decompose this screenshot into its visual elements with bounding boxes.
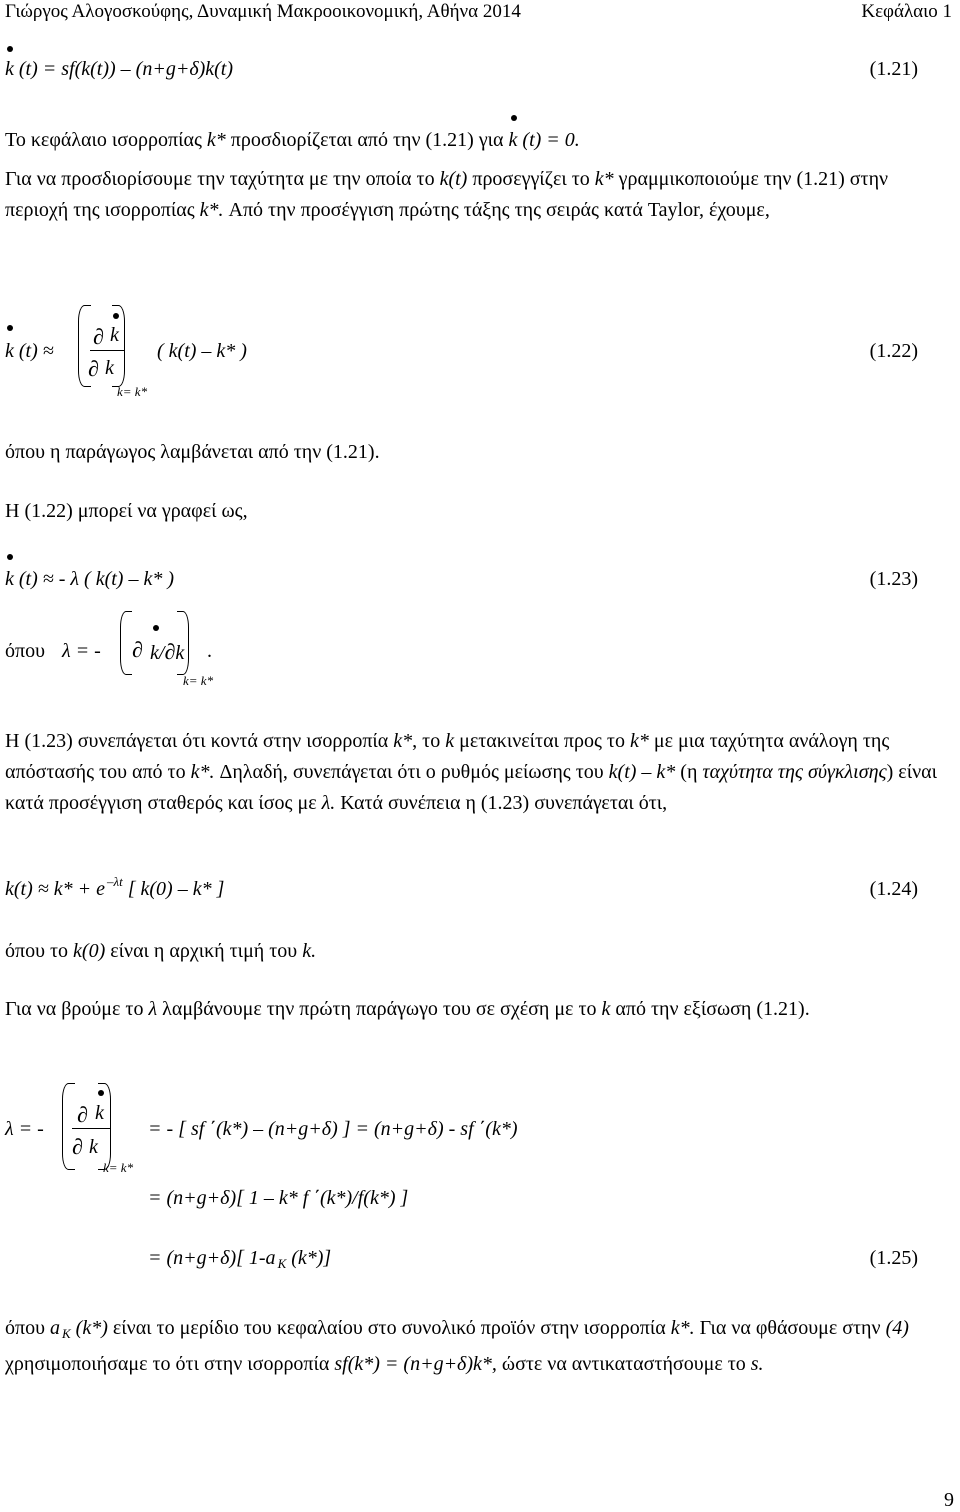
math-kt: k(t) [439,168,468,190]
equation-number: (1.21) [869,58,918,80]
math-condition: sf(k*) = (n+g+δ)k*, [334,1353,497,1375]
text: προσδιορίζεται από την (1.21) για [225,129,509,151]
math-kstar: k* [629,730,649,752]
text: από την εξίσωση (1.21). [610,998,810,1020]
equation-1-25-line-2: = (n+g+δ)[ 1 – k* f ΄(k*)/f(k*) ] [148,1187,409,1209]
math-condition [509,130,580,150]
math-gap: k(t) – k* [608,761,676,783]
equation-number: (1.25) [869,1247,918,1269]
text: ώστε να αντικαταστήσουμε το [496,1353,751,1375]
running-header-left: Γιώργος Αλογοσκούφης, Δυναμική Μακροοικονομική, Αθήνα 2014 [5,1,521,22]
math-text: k (t) = 0. [508,129,580,151]
text: (η [675,761,703,783]
time-derivative-dot [153,625,159,631]
paragraph-find-lambda [5,994,940,1025]
right-paren [112,305,125,387]
time-derivative-dot [511,115,517,121]
text: Για να βρούμε το [5,998,149,1020]
partial-symbol: ∂ [77,1102,88,1127]
time-derivative-dot [7,554,13,560]
math-a: a [50,1317,60,1339]
partial-symbol: ∂ [88,356,99,381]
math-k: k. [302,940,317,962]
fraction-numerator: k [110,324,119,346]
equation-1-22-rhs: ( k(t) – k* ) [157,340,247,362]
time-derivative-dot [7,46,13,52]
right-paren [98,1083,111,1170]
math-text: (k*)] [286,1247,332,1269]
math-kstar: k* [594,168,614,190]
right-paren [177,611,189,675]
paragraph-linearization [5,164,940,226]
subscript: K [62,1326,71,1341]
paragraph-initial-value [5,941,316,961]
running-header-chapter: Κεφάλαιο 1 [861,1,952,22]
math-kstar: k* [206,129,226,151]
equation-1-25-line-1: = - [ sf ΄(k*) – (n+g+δ) ] = (n+g+δ) - sf ΄(k*) [148,1118,518,1140]
math-lambda: λ [148,998,158,1020]
math-kstar: k*. [670,1317,695,1339]
partial-symbol: ∂ [132,637,143,662]
text: προσεγγίζει το [467,168,595,190]
text: Η (1.23) συνεπάγεται ότι κοντά στην ισορροπία [5,730,394,752]
evaluation-subscript: k= k* [183,673,214,688]
math-k: k [601,998,611,1020]
math-text: (k*) [70,1317,108,1339]
ratio-body: k/∂k [150,639,185,664]
text: λαμβάνουμε την πρώτη παράγωγο του σε σχέση με το [157,998,602,1020]
text: μετακινείται προς το [454,730,630,752]
evaluation-subscript: k= k* [117,384,148,399]
fraction-denominator: k [89,1136,98,1158]
math-text: = (n+g+δ)[ 1-a [148,1247,276,1269]
text: ) είναι κατά προσέγγιση σταθερός και ίσος με [5,761,937,814]
subscript: K [277,1256,287,1271]
text: Κατά συνέπεια η (1.23) συνεπάγεται ότι, [335,792,668,814]
paragraph-convergence [5,726,940,819]
math-ref: (4) [885,1317,909,1339]
text: χρησιμοποιήσαμε το ότι στην ισορροπία [5,1353,335,1375]
math-text: k(t) ≈ k* + e [5,878,105,900]
text: Από την προσέγγιση πρώτης τάξης της σειράς κατά Taylor, έχουμε, [223,199,770,221]
text: είναι το μερίδιο του κεφαλαίου στο συνολικό προϊόν στην ισορροπία [107,1317,671,1339]
page-number: 9 [944,1489,954,1511]
text: με μια ταχύτητα ανάλογη της απόστασής του από το [5,730,890,783]
equation-1-25-line-3 [148,1247,332,1271]
exponent: –λt [106,874,123,889]
partial-symbol: ∂ [72,1134,83,1159]
text: , το [412,730,446,752]
paragraph-derivative-source: όπου η παράγωγος λαμβάνεται από την (1.21). [5,441,380,463]
equation-1-22-lhs: k (t) ≈ [5,340,54,362]
math-k: k [445,730,455,752]
text: Το κεφάλαιο ισορροπίας [5,129,207,151]
paragraph-capital-share [5,1311,940,1382]
paragraph-steady-state [5,130,580,150]
period: . [207,640,212,662]
text: Για να φθάσουμε στην [694,1317,886,1339]
fraction-denominator: k [105,357,114,379]
text: Δηλαδή, συνεπάγεται ότι ο ρυθμός μείωσης του [214,761,609,783]
partial-symbol: ∂ [93,324,104,349]
left-paren [120,611,132,675]
math-kstar: k*. [190,761,215,783]
math-kstar: k*. [199,199,224,221]
equation-number: (1.24) [869,878,918,900]
emphasis-text: ταχύτητα της σύγκλισης [702,761,887,783]
fraction-numerator: k [95,1102,104,1124]
text: Για να προσδιορίσουμε την ταχύτητα με την οποία το [5,168,440,190]
equation-number: (1.22) [869,340,918,362]
equation-number: (1.23) [869,568,918,590]
time-derivative-dot [7,325,13,331]
text: όπου [5,640,45,662]
lambda-lhs: λ = - [5,1118,44,1140]
math-kstar: k* [393,730,413,752]
equation-1-23-body: k (t) ≈ - λ ( k(t) – k* ) [5,568,175,590]
paragraph-rewrite: Η (1.22) μπορεί να γραφεί ως, [5,500,248,522]
math-text: [ k(0) – k* ] [122,878,225,900]
equation-1-21-body: k (t) = sf(k(t)) – (n+g+δ)k(t) [5,58,234,80]
math-lambda: λ. [321,792,336,814]
text: γραμμικοποιούμε την (1.21) στην περιοχή της ισορροπίας [5,168,889,221]
math-s: s. [750,1353,764,1375]
text: είναι η αρχική τιμή του [105,940,303,962]
math-k0: k(0) [73,940,106,962]
text: όπου το [5,940,74,962]
text: όπου [5,1317,50,1339]
equation-1-24-body [5,874,225,900]
lambda-symbol: λ = - [62,640,101,662]
evaluation-subscript: k= k* [103,1160,134,1175]
